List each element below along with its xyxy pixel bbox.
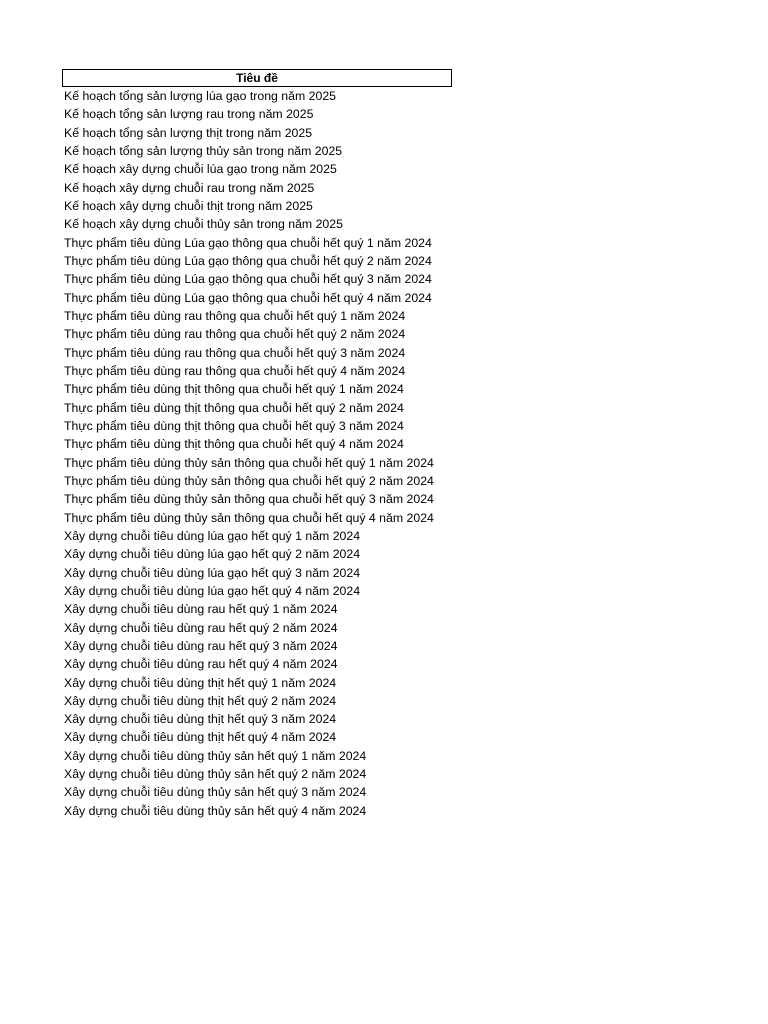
table-row: Thực phẩm tiêu dùng rau thông qua chuỗi hết quý 2 năm 2024 <box>64 327 406 342</box>
table-row: Thực phẩm tiêu dùng rau thông qua chuỗi hết quý 1 năm 2024 <box>64 308 406 323</box>
table-row: Kế hoạch tổng sản lượng rau trong năm 2025 <box>64 107 314 122</box>
table-row: Kế hoạch tổng sản lượng thịt trong năm 2025 <box>64 125 313 140</box>
table-row: Xây dựng chuỗi tiêu dùng lúa gạo hết quý 1 năm 2024 <box>64 528 361 543</box>
table-row: Xây dựng chuỗi tiêu dùng rau hết quý 3 năm 2024 <box>64 638 338 653</box>
spreadsheet-table <box>62 69 582 820</box>
table-row: Thực phẩm tiêu dùng Lúa gạo thông qua chuỗi hết quý 1 năm 2024 <box>64 235 432 250</box>
table-row: Xây dựng chuỗi tiêu dùng thủy sản hết quý 2 năm 2024 <box>64 767 367 782</box>
table-row: Thực phẩm tiêu dùng Lúa gạo thông qua chuỗi hết quý 4 năm 2024 <box>64 290 432 305</box>
table-row: Xây dựng chuỗi tiêu dùng lúa gạo hết quý 3 năm 2024 <box>64 565 361 580</box>
table-row: Kế hoạch xây dựng chuỗi rau trong năm 2025 <box>64 180 315 195</box>
table-row: Thực phẩm tiêu dùng thủy sản thông qua chuỗi hết quý 1 năm 2024 <box>64 455 434 470</box>
table-row: Thực phẩm tiêu dùng thủy sản thông qua chuỗi hết quý 2 năm 2024 <box>64 473 434 488</box>
table-row: Xây dựng chuỗi tiêu dùng rau hết quý 4 năm 2024 <box>64 657 338 672</box>
table-row: Xây dựng chuỗi tiêu dùng thủy sản hết quý 4 năm 2024 <box>64 803 367 818</box>
table-row: Kế hoạch xây dựng chuỗi thịt trong năm 2025 <box>64 198 313 213</box>
table-row: Thực phẩm tiêu dùng thịt thông qua chuỗi hết quý 4 năm 2024 <box>64 437 404 452</box>
table-row: Xây dựng chuỗi tiêu dùng rau hết quý 2 năm 2024 <box>64 620 338 635</box>
table-row: Xây dựng chuỗi tiêu dùng rau hết quý 1 năm 2024 <box>64 602 338 617</box>
table-row: Kế hoạch xây dựng chuỗi lúa gạo trong năm 2025 <box>64 162 337 177</box>
table-row: Xây dựng chuỗi tiêu dùng thủy sản hết quý 1 năm 2024 <box>64 748 367 763</box>
table-row: Xây dựng chuỗi tiêu dùng thủy sản hết quý 3 năm 2024 <box>64 785 367 800</box>
table-row: Xây dựng chuỗi tiêu dùng thịt hết quý 1 năm 2024 <box>64 675 337 690</box>
table-row: Xây dựng chuỗi tiêu dùng lúa gạo hết quý 4 năm 2024 <box>64 583 361 598</box>
table-row: Thực phẩm tiêu dùng Lúa gạo thông qua chuỗi hết quý 3 năm 2024 <box>64 272 432 287</box>
table-row: Thực phẩm tiêu dùng Lúa gạo thông qua chuỗi hết quý 2 năm 2024 <box>64 253 432 268</box>
table-row: Kế hoạch tổng sản lượng lúa gạo trong năm 2025 <box>64 89 336 103</box>
table-row: Thực phẩm tiêu dùng thịt thông qua chuỗi hết quý 1 năm 2024 <box>64 382 404 397</box>
table-row: Thực phẩm tiêu dùng rau thông qua chuỗi hết quý 4 năm 2024 <box>64 363 406 378</box>
table-row: Kế hoạch xây dựng chuỗi thủy sản trong năm 2025 <box>64 217 343 232</box>
table-row: Thực phẩm tiêu dùng thịt thông qua chuỗi hết quý 3 năm 2024 <box>64 418 404 433</box>
table-row: Thực phẩm tiêu dùng rau thông qua chuỗi hết quý 3 năm 2024 <box>64 345 406 360</box>
table-row: Kế hoạch tổng sản lượng thủy sản trong năm 2025 <box>64 143 343 158</box>
table-row: Xây dựng chuỗi tiêu dùng lúa gạo hết quý 2 năm 2024 <box>64 547 361 562</box>
column-header-title: Tiêu đề <box>62 69 452 87</box>
table-rows <box>62 87 582 820</box>
table-row: Xây dựng chuỗi tiêu dùng thịt hết quý 4 năm 2024 <box>64 730 337 745</box>
table-row: Thực phẩm tiêu dùng thủy sản thông qua chuỗi hết quý 4 năm 2024 <box>64 510 434 525</box>
table-row: Thực phẩm tiêu dùng thịt thông qua chuỗi hết quý 2 năm 2024 <box>64 400 404 415</box>
table-row: Xây dựng chuỗi tiêu dùng thịt hết quý 3 năm 2024 <box>64 712 337 727</box>
table-row: Thực phẩm tiêu dùng thủy sản thông qua chuỗi hết quý 3 năm 2024 <box>64 492 434 507</box>
table-row: Xây dựng chuỗi tiêu dùng thịt hết quý 2 năm 2024 <box>64 693 337 708</box>
